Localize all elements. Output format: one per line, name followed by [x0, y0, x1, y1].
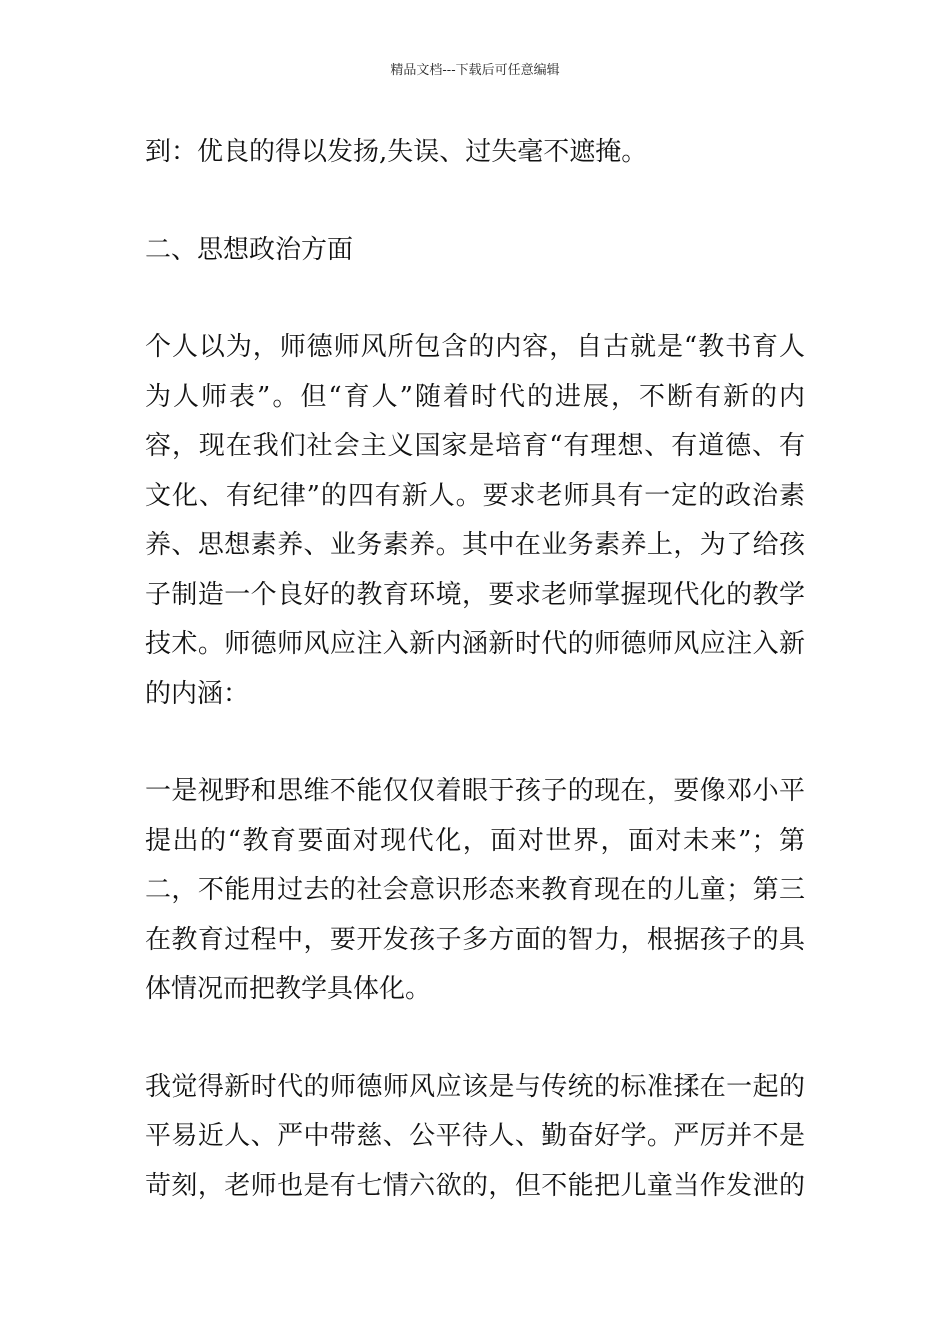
text-line: 到：优良的得以发扬,失误、过失毫不遮掩。: [145, 137, 648, 167]
text-line: 体情况而把教学具体化。: [145, 974, 432, 1004]
paragraph-gap: [145, 178, 805, 226]
text-line: 的内涵：: [145, 678, 250, 709]
text-line: 技术。师德师风应注入新内涵新时代的师德师风应注入新: [145, 629, 805, 659]
text-line: 我觉得新时代的师德师风应该是与传统的标准揉在一起的: [145, 1071, 805, 1102]
paragraph-gap: [145, 275, 805, 323]
section-heading: [145, 226, 805, 276]
paragraph-4: [145, 767, 805, 1015]
text-line: 文化、有纪律”的四有新人。要求老师具有一定的政治素: [145, 480, 805, 511]
paragraph-gap: [145, 1015, 805, 1063]
text-line: 在教育过程中，要开发孩子多方面的智力，根据孩子的具: [145, 924, 805, 955]
paragraph-3: [145, 323, 805, 719]
text-line: 提出的“教育要面对现代化，面对世界，面对未来”；第: [145, 825, 805, 856]
text-line: 子制造一个良好的教育环境，要求老师掌握现代化的教学: [145, 579, 805, 610]
paragraph-1: [145, 128, 805, 178]
paragraph-gap: [145, 719, 805, 767]
text-line: 个人以为，师德师风所包含的内容，自古就是“教书育人: [145, 332, 805, 362]
page-header: 精品文档---下载后可任意编辑: [390, 63, 560, 78]
text-line: 一是视野和思维不能仅仅着眼于孩子的现在，要像邓小平: [145, 776, 805, 806]
document-body: [145, 128, 805, 1211]
text-line: 二，不能用过去的社会意识形态来教育现在的儿童；第三: [145, 875, 805, 905]
text-line: 苛刻，老师也是有七情六欲的，但不能把儿童当作发泄的: [145, 1170, 805, 1201]
text-line: 容，现在我们社会主义国家是培育“有理想、有道德、有: [145, 431, 805, 461]
text-line: 为人师表”。但“育人”随着时代的进展，不断有新的内: [145, 381, 805, 412]
text-line: 平易近人、严中带慈、公平待人、勤奋好学。严厉并不是: [145, 1121, 805, 1151]
heading-line: 二、思想政治方面: [145, 234, 354, 265]
text-line: 养、思想素养、业务素养。其中在业务素养上，为了给孩: [145, 530, 805, 560]
paragraph-5: [145, 1063, 805, 1212]
